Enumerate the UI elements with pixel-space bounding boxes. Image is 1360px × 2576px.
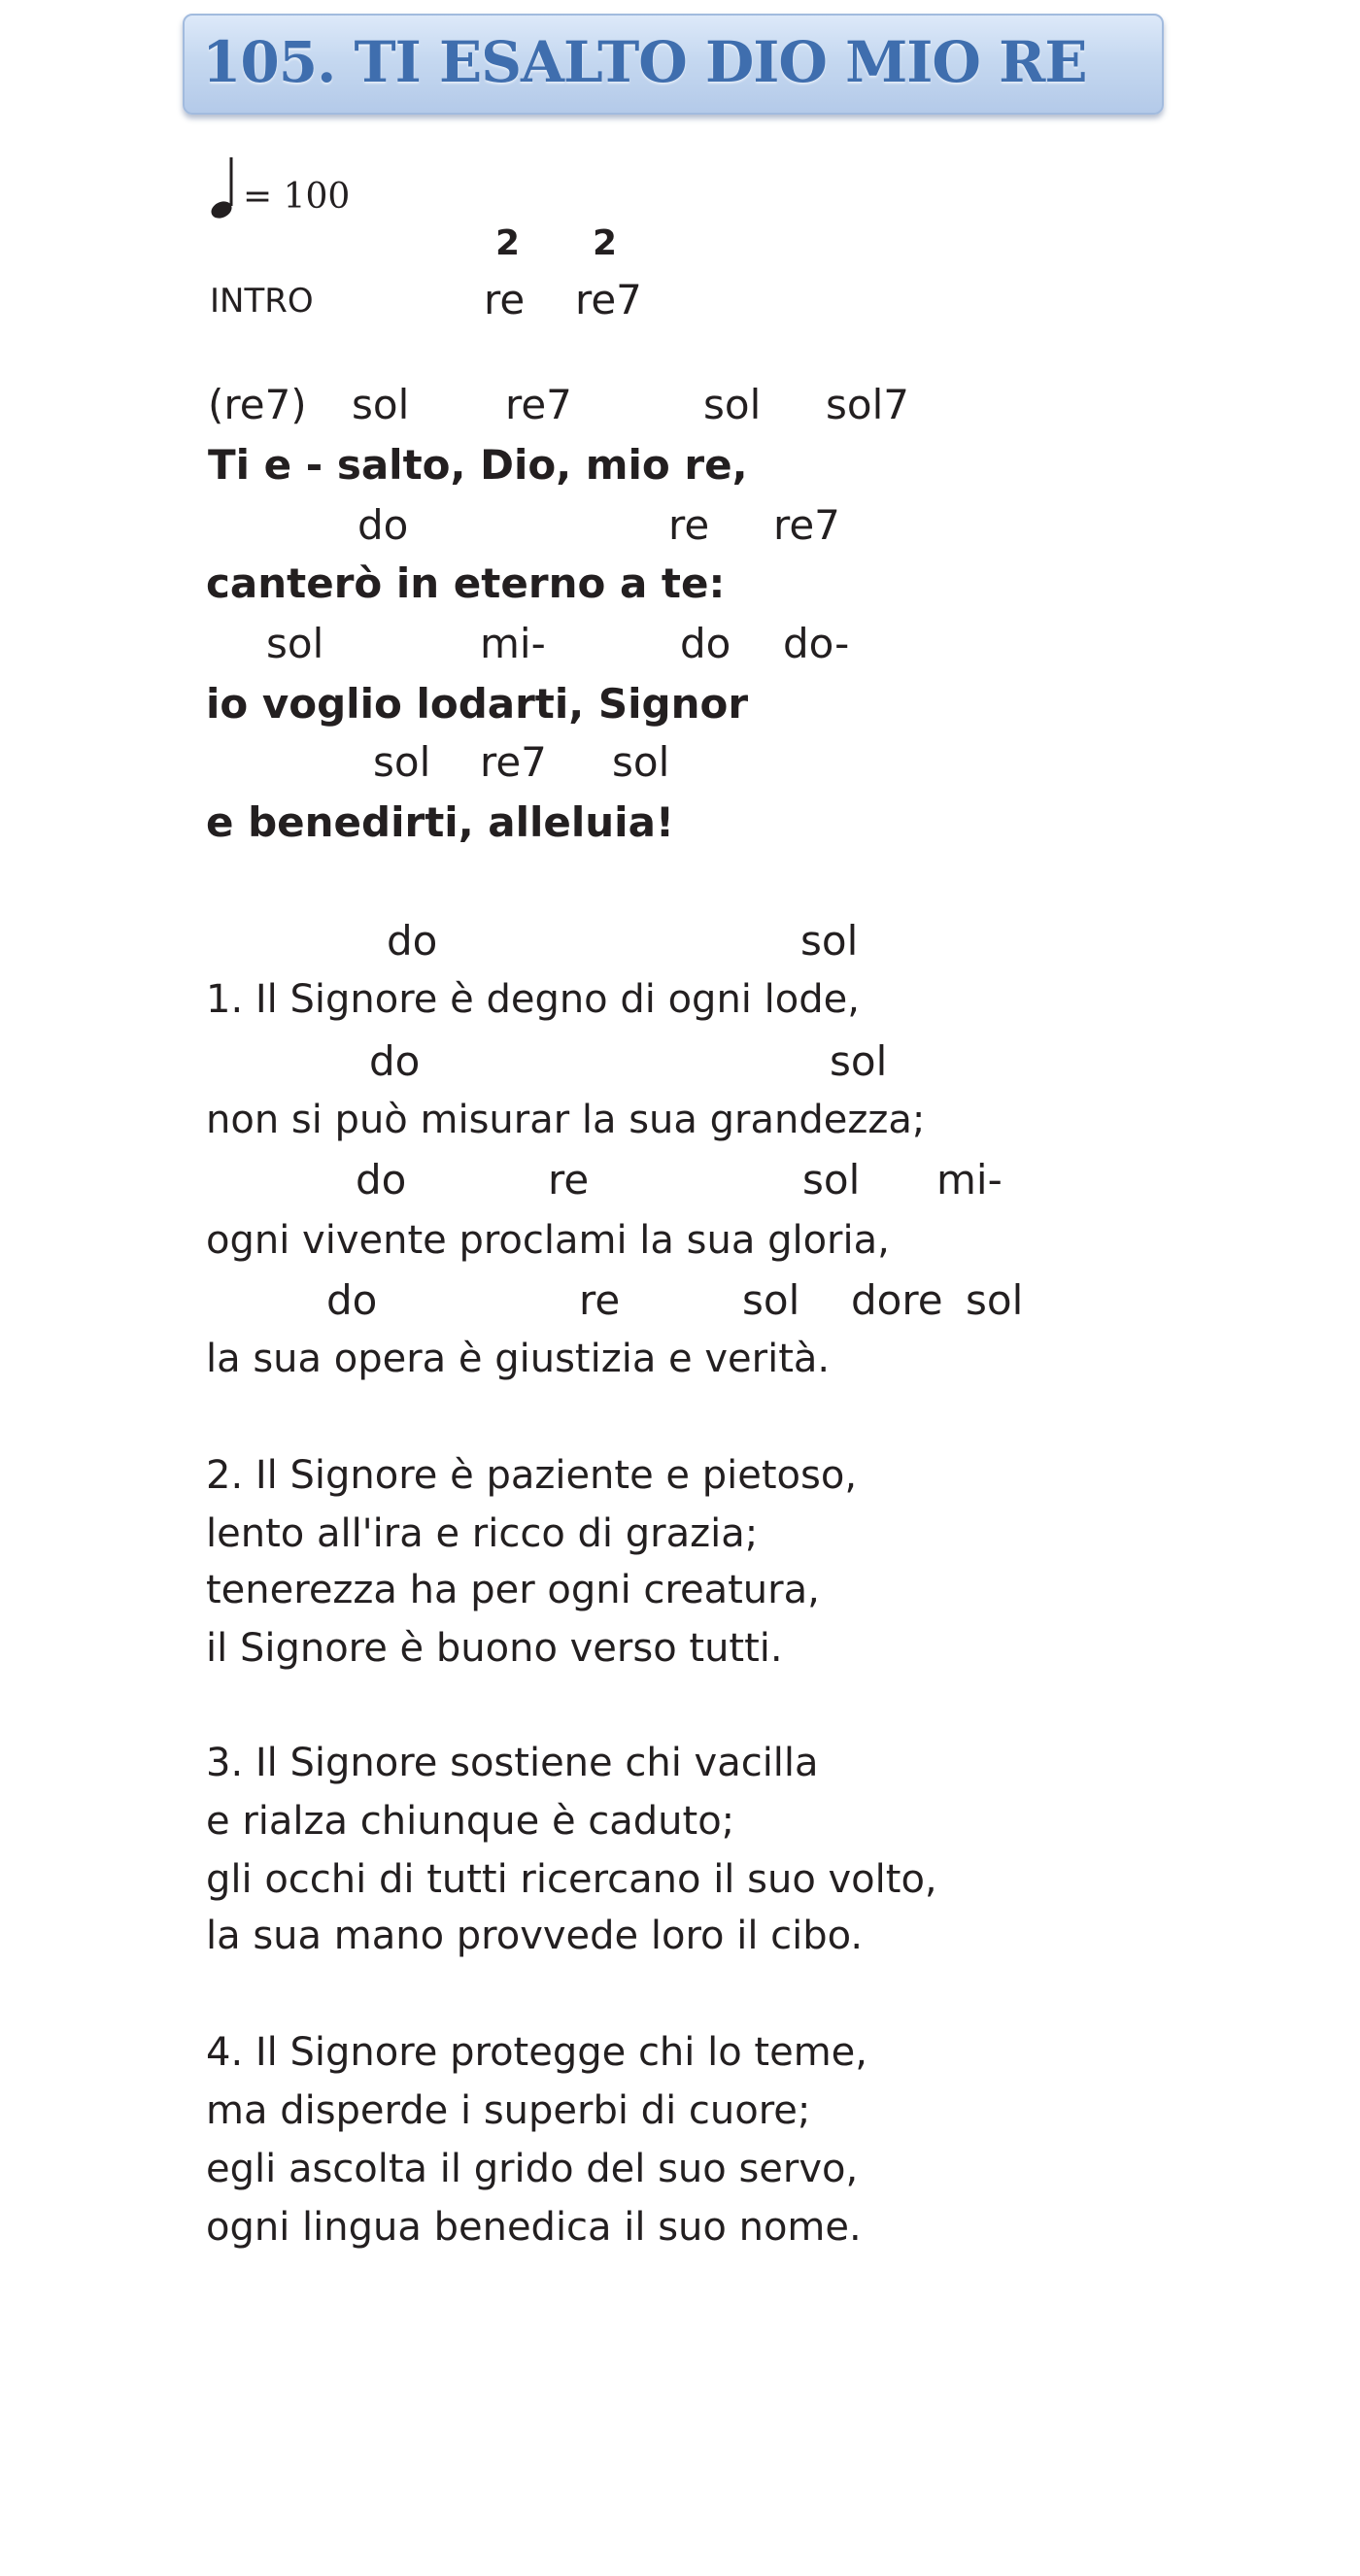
chord: do [357,501,409,549]
verse-lyric-line: 3. Il Signore sostiene chi vacilla [206,1741,819,1785]
refrain-lyric-line: canterò in eterno a te: [206,559,726,607]
quarter-note-icon [208,153,243,221]
verse-lyric-line: ma disperde i superbi di cuore; [206,2088,811,2133]
verse-lyric-line: ogni lingua benedica il suo nome. [206,2205,862,2250]
verse-lyric-line: 2. Il Signore è paziente e pietoso, [206,1453,858,1498]
chord: sol [266,620,324,667]
chord: sol [802,1156,861,1203]
verse-lyric-line: il Signore è buono verso tutti. [206,1626,783,1671]
chord: re [668,501,710,549]
chord: sol [612,738,670,786]
chord: mi- [480,620,546,667]
verse-lyric-line: e rialza chiunque è caduto; [206,1799,735,1844]
chord: re7 [773,501,840,549]
chord: re7 [480,738,547,786]
chord: sol [703,381,762,428]
verse-lyric-line: la sua opera è giustizia e verità. [206,1337,831,1381]
chord: do [356,1156,407,1203]
intro-fingering: 2 [495,223,521,263]
verse-lyric-line: lento all'ira e ricco di grazia; [206,1511,759,1556]
refrain-lyric-line: io voglio lodarti, Signor [206,680,749,728]
chord: sol [830,1037,888,1085]
song-title: 105. TI ESALTO DIO MIO RE [202,29,1087,95]
chord: sol [352,381,410,428]
chord: do [326,1276,378,1324]
chord: do [387,917,438,965]
verse-lyric-line: la sua mano provvede loro il cibo. [206,1914,864,1958]
chord: sol [800,917,859,965]
chord: do- [783,620,850,667]
chord: do [369,1037,421,1085]
chord: mi- [936,1156,1003,1203]
verse-lyric-line: non si può misurar la sua grandezza; [206,1098,926,1142]
chord: sol [373,738,431,786]
intro-label: INTRO [210,282,314,321]
verse-lyric-line: gli occhi di tutti ricercano il suo volto, [206,1857,937,1902]
chord: sol [742,1276,800,1324]
verse-lyric-line: tenerezza ha per ogni creatura, [206,1568,820,1612]
title-banner [183,14,1164,115]
chord: do [680,620,731,667]
intro-fingering: 2 [593,223,618,263]
verse-lyric-line: egli ascolta il grido del suo servo, [206,2147,859,2191]
refrain-lyric-line: Ti e - salto, Dio, mio re, [208,441,748,489]
verse-lyric-line: 1. Il Signore è degno di ogni lode, [206,977,860,1022]
chord: sol [966,1276,1024,1324]
chord: sol7 [826,381,909,428]
chord: dore [851,1276,943,1324]
chord: re [548,1156,590,1203]
chord: re [579,1276,621,1324]
chord: re [484,276,526,323]
verse-lyric-line: 4. Il Signore protegge chi lo teme, [206,2030,867,2075]
refrain-lyric-line: e benedirti, alleluia! [206,798,675,846]
verse-lyric-line: ogni vivente proclami la sua gloria, [206,1218,890,1263]
tempo-marking: = 100 [243,177,351,217]
chord: re7 [505,381,572,428]
chord: re7 [575,276,642,323]
chord: (re7) [208,381,307,428]
